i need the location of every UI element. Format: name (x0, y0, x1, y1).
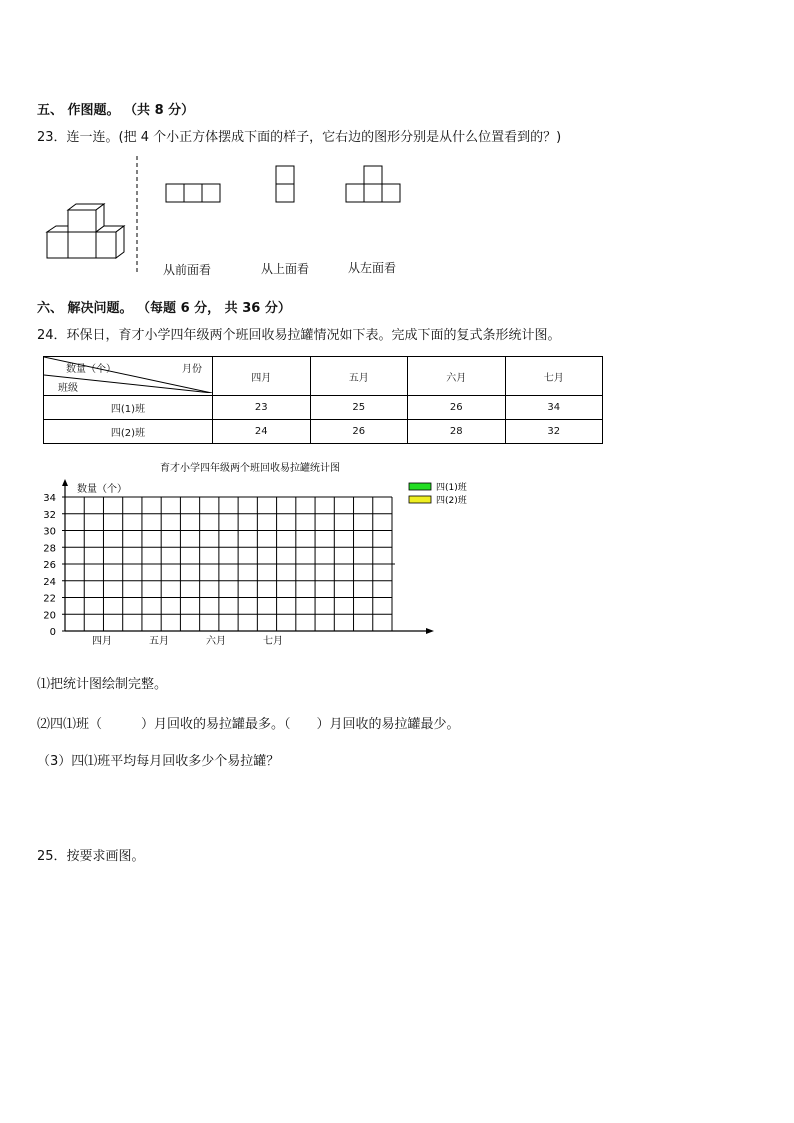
table-row-label: 四(1)班 (44, 396, 213, 420)
x-tick-label: 四月 (92, 636, 112, 647)
y-tick-label: 32 (43, 509, 56, 521)
table-cell: 23 (213, 396, 311, 420)
table-row (44, 396, 603, 420)
table-header-month: 七月 (505, 357, 603, 396)
table-corner-cell (44, 357, 213, 396)
question-25: 25．按要求画图。 (37, 849, 145, 864)
table-header-month: 五月 (310, 357, 408, 396)
table-row-label: 四(2)班 (44, 420, 213, 444)
y-tick-label: 30 (43, 526, 56, 538)
view-label-left: 从左面看 (348, 261, 397, 275)
corner-quantity-label: 数量（个） (66, 364, 116, 375)
chart-title: 育才小学四年级两个班回收易拉罐统计图 (160, 463, 340, 474)
section5-heading: 五、 作图题。 （共 8 分） (37, 103, 195, 118)
sub-question-1: ⑴把统计图绘制完整。 (37, 677, 168, 692)
y-tick-label: 0 (49, 627, 56, 638)
table-cell: 26 (408, 396, 506, 420)
table-cell: 26 (310, 420, 408, 444)
y-axis-label: 数量（个） (77, 484, 127, 495)
front-view-shape (166, 184, 220, 202)
y-axis-arrow-icon (62, 479, 68, 486)
table-cell: 32 (505, 420, 603, 444)
x-tick-label: 五月 (149, 636, 169, 647)
x-tick-label: 七月 (263, 636, 283, 647)
section6-heading: 六、 解决问题。 （每题 6 分， 共 36 分） (37, 301, 291, 316)
y-tick-label: 28 (43, 543, 56, 555)
top-view-shape (276, 166, 294, 202)
legend-swatch (409, 496, 431, 503)
y-tick-label: 34 (43, 493, 56, 504)
question-24: 24．环保日，育才小学四年级两个班回收易拉罐情况如下表。完成下面的复式条形统计图。 (37, 328, 561, 343)
y-tick-label: 22 (43, 593, 56, 605)
table-row (44, 420, 603, 444)
y-tick-label: 20 (43, 610, 56, 622)
bar-chart (30, 456, 500, 652)
y-tick-label: 26 (43, 560, 56, 571)
left-view-shape (346, 166, 400, 202)
legend-label: 四(1)班 (436, 483, 467, 493)
view-label-front: 从前面看 (163, 263, 212, 277)
table-cell: 34 (505, 396, 603, 420)
table-cell: 25 (310, 396, 408, 420)
table-cell: 28 (408, 420, 506, 444)
y-tick-label: 24 (43, 576, 56, 588)
corner-month-label: 月份 (182, 364, 202, 375)
sub-question-2: ⑵四⑴班（ ）月回收的易拉罐最多。（ ）月回收的易拉罐最少。 (37, 717, 460, 732)
legend-label: 四(2)班 (436, 496, 467, 506)
view-label-top: 从上面看 (261, 262, 310, 276)
table-header-month: 四月 (213, 357, 311, 396)
corner-class-label: 班级 (58, 383, 78, 394)
sub-question-3: （3）四⑴班平均每月回收多少个易拉罐？ (37, 754, 280, 769)
table-header-month: 六月 (408, 357, 506, 396)
table-cell: 24 (213, 420, 311, 444)
x-axis-arrow-icon (426, 628, 434, 634)
x-tick-label: 六月 (206, 636, 226, 647)
cube-stack-icon (47, 204, 124, 258)
legend-swatch (409, 483, 431, 490)
data-table (43, 356, 603, 444)
question-23: 23．连一连。(把 4 个小正方体摆成下面的样子，它右边的图形分别是从什么位置看到的？) (37, 130, 562, 145)
